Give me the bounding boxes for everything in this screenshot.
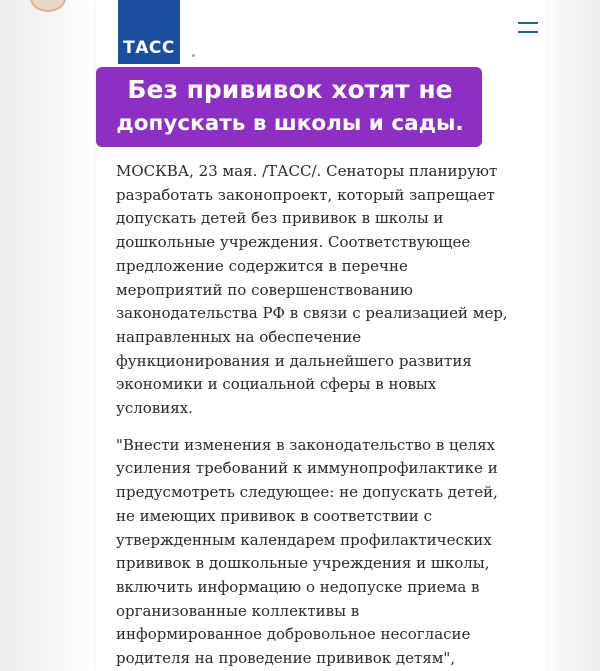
text-line: организованные коллективы в bbox=[116, 601, 360, 620]
text-line: предусмотреть следующее: не допускать детей, bbox=[116, 483, 498, 502]
text-line: предложение содержится в перечне bbox=[116, 256, 408, 275]
headline-line: Без прививок хотят не bbox=[127, 75, 453, 104]
text-line: не имеющих прививок в соответствии с bbox=[116, 506, 432, 525]
text-line: направленных на обеспечение bbox=[116, 327, 362, 346]
text-line: экономики и социальной сферы в новых bbox=[116, 375, 437, 394]
article-paragraph bbox=[116, 160, 536, 421]
headline-banner bbox=[96, 67, 482, 147]
text-line: допускать детей без прививок в школы и bbox=[116, 209, 444, 228]
text-line: прививок в дошкольные учреждения и школы, bbox=[116, 554, 490, 573]
text-line: информированное добровольное несогласие bbox=[116, 625, 471, 644]
text-line: законодательства РФ в связи с реализацией мер, bbox=[116, 304, 508, 323]
tass-logo[interactable] bbox=[118, 0, 180, 64]
text-line: утвержденным календарем профилактических bbox=[116, 530, 492, 549]
article-paragraph bbox=[116, 434, 536, 671]
text-line: "Внести изменения в законодательство в целях bbox=[116, 435, 496, 454]
menu-icon-bar bbox=[518, 22, 538, 24]
logo-text: ТАСС bbox=[123, 38, 175, 58]
text-line: МОСКВА, 23 мая. /ТАСС/. Сенаторы планируют bbox=[116, 162, 498, 180]
text-line: дошкольные учреждения. Соответствующее bbox=[116, 233, 471, 252]
menu-icon-bar bbox=[518, 31, 538, 33]
article-body bbox=[116, 160, 536, 671]
text-line: функционирования и дальнейшего развития bbox=[116, 351, 472, 370]
logo-dot bbox=[192, 54, 195, 57]
text-line: мероприятий по совершенствованию bbox=[116, 280, 413, 299]
text-line: разработать законопроект, который запрещает bbox=[116, 185, 495, 204]
headline-line: допускать в школы и сады. bbox=[116, 111, 464, 136]
text-line: родителя на проведение прививок детям", bbox=[116, 649, 456, 668]
text-line: условиях. bbox=[116, 399, 193, 418]
menu-icon[interactable] bbox=[518, 20, 538, 36]
text-line: усиления требований к иммунопрофилактике и bbox=[116, 459, 498, 478]
text-line: включить информацию о недопуске приема в bbox=[116, 577, 480, 596]
